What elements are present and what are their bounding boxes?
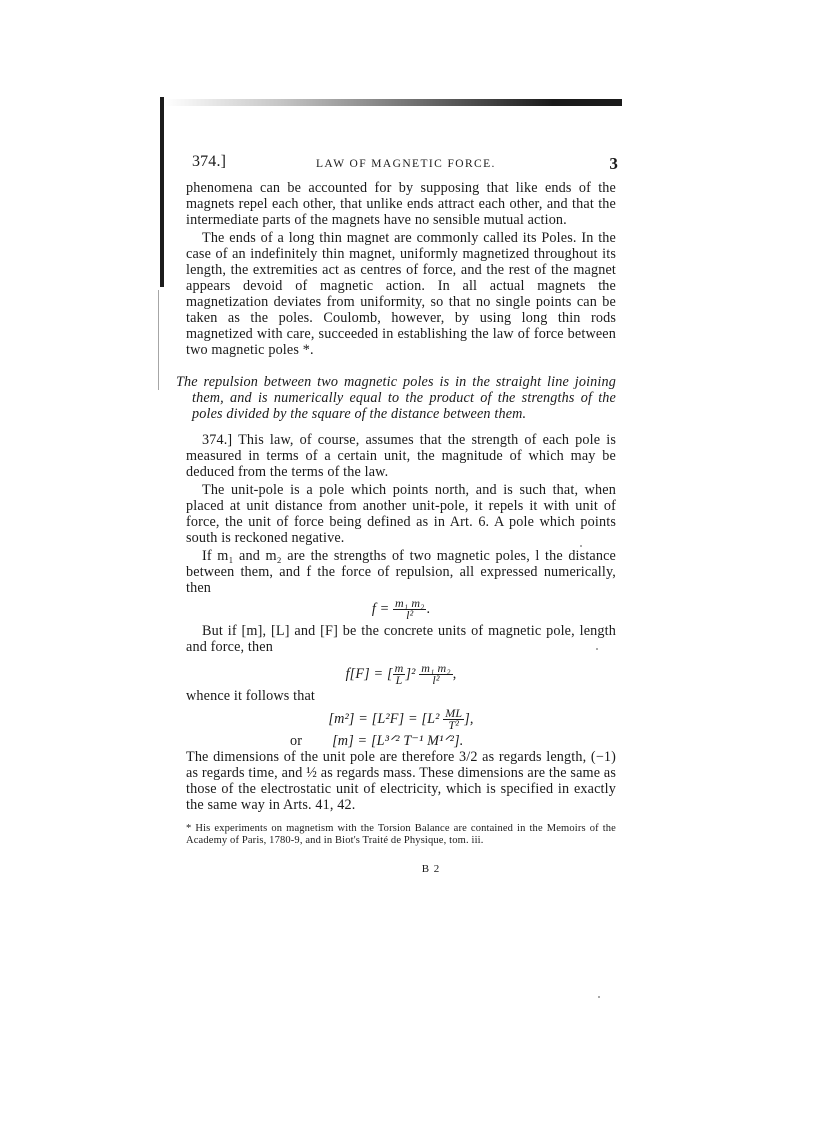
- equation-force: f = $\frac{\text{m₁ m₂}}{\text{l²}}$ .: [371, 596, 431, 622]
- scan-speck: [598, 996, 600, 998]
- paragraph-dimensions: The dimensions of the unit pole are therefore 3/2 as regards length, (−1) as regards time, and ½ as regards mass. These dimensions are the same as those of the electrostatic unit of electricity, which is specified in exactly the same way in Arts. 41, 42.: [186, 749, 616, 813]
- paragraph-concrete-units: But if [m], [L] and [F] be the concrete units of magnetic pole, length and force, then: [186, 623, 616, 655]
- scan-speck: [604, 772, 606, 774]
- paragraph-poles: The ends of a long thin magnet are commonly called its Poles. In the case of an indefinitely thin magnet, uniformly magnetized throughout its length, the extremities act as centres of force, and the rest of the magnet appears devoid of magnetic action. In all actual magnets the magnetization deviates from uniformity, so that no single points can be taken as the poles. Coulomb, however, by using long thin rods magnetized with care, succeeded in establishing the law of force between two magnetic poles *.: [186, 230, 616, 358]
- book-page: [176, 150, 618, 877]
- scan-shadow-top: [164, 99, 622, 106]
- law-statement: The repulsion between two magnetic poles is in the straight line joining them, and is numerically equal to the product of the strengths of the poles divided by the square of the distance between them.: [176, 374, 616, 422]
- paragraph-unit-pole: The unit-pole is a pole which points north, and is such that, when placed at unit distance from another unit-pole, it repels it with unit of force, the unit of force being defined as in Art. 6. A pole which points south is reckoned negative.: [186, 482, 616, 546]
- page-number: 3: [609, 154, 618, 173]
- paragraph-whence: whence it follows that: [186, 688, 315, 704]
- footnote: * His experiments on magnetism with the Torsion Balance are contained in the Memoirs of the Academy of Paris, 1780-9, and in Biot's Traité de Physique, tom. iii.: [186, 823, 616, 846]
- paragraph-374: 374.] This law, of course, assumes that the strength of each pole is measured in terms of a certain unit, the magnitude of which may be deduced from the terms of the law.: [186, 432, 616, 480]
- running-title: LAW OF MAGNETIC FORCE.: [316, 158, 496, 170]
- paragraph-strengths: If m₁ and m₂ are the strengths of two magnetic poles, l the distance between them, and f the force of repulsion, all expressed numerically, then: [186, 548, 616, 596]
- scan-speck: [602, 282, 604, 284]
- signature-mark: B 2: [421, 863, 441, 875]
- equation-unit-pole: or [m] = [L³ᐟ² T⁻¹ M¹ᐟ²].: [290, 733, 464, 749]
- paragraph-1: phenomena can be accounted for by supposing that like ends of the magnets repel each other, that unlike ends attract each other, and that the intermediate parts of the magnets have no sensible mutual action.: [186, 180, 616, 228]
- scan-speck: [580, 545, 582, 547]
- equation-dimensions: [m²] = [L²F] = [L² $\frac{ML}{\text{T²}}$ ],: [328, 706, 474, 732]
- section-number: 374.]: [192, 153, 227, 170]
- scan-shadow-left: [160, 97, 164, 287]
- equation-concrete: f[F] = [ $\frac{m}{L}$ ]² $\frac{\text{m₁ m₂}}{\text{l²}}$ ,: [345, 661, 457, 687]
- scan-speck: [596, 648, 598, 650]
- page-header: [192, 150, 616, 180]
- scan-shadow-left-faint: [158, 290, 159, 390]
